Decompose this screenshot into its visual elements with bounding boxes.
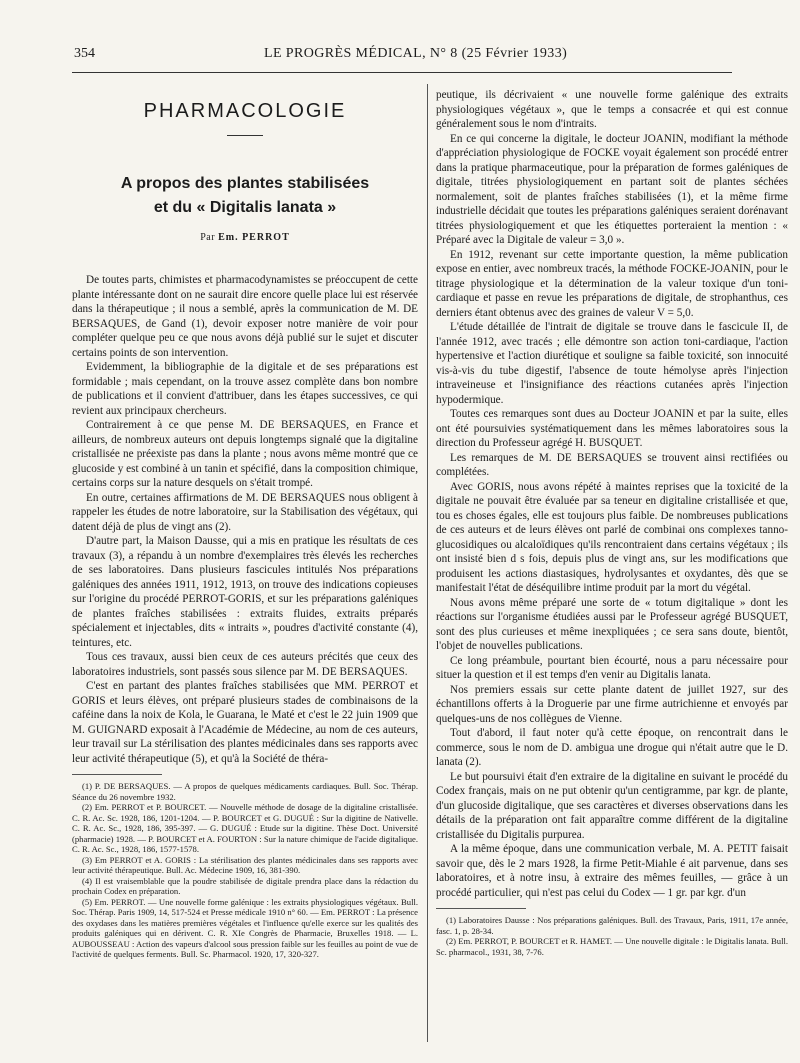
journal-title: LE PROGRÈS MÉDICAL, N° 8 (25 Février 1933) (264, 46, 568, 61)
footnote: (5) Em. PERROT. — Une nouvelle forme galénique : les extraits physiologiques végétaux. Bull. Soc. Thérap. Paris 1909, 14, 517-524 et Presse médicale 1910 n° 60. — Em. PERROT : La présence des oxydases dans les matières premières végétales et l'influence qu'elle exerce sur les qualités des produits galéniques qui en dérivent. C. R. XIe Congrès de Pharmacie, Bruxelles 1918. — L. AUBOUSSEAU : Action des vapeurs d'alcool sous pression faible sur les feuilles au point de vue de l'activité de quelques ferments. Bull. Sc. Pharmacol. 1920, 17, 320-327. (72, 896, 418, 959)
paragraph: Ce long préambule, pourtant bien écourté, nous a paru nécessaire pour situer la question et il est temps d'en venir au Digitalis lanata. (436, 654, 788, 681)
paragraph: Tout d'abord, il faut noter qu'à cette époque, on rencontrait dans le commerce, sous le nom de D. ambigua une drogue qui n'était autre que le D. lanata (2). (436, 727, 788, 768)
paragraph: Evidemment, la bibliographie de la digitale et de ses préparations est formidable ; mais cependant, on la trouve assez complète dans bon nombre de publications et il convient d'attribuer, dans les étapes successives, ce qui revient aux principaux chercheurs. (72, 361, 418, 417)
header-divider (72, 72, 732, 73)
paragraph: Nous avons même préparé une sorte de « totum digitalique » dont les réactions sur l'organisme étudiées aussi par le Professeur agrégé BUSQUET, sont des plus curieuses et même inexpliquées ; ce sera sans doute, bientôt, l'objet de nouvelles publications. (436, 596, 788, 652)
right-footnotes (436, 915, 788, 957)
column-divider (427, 84, 428, 1042)
paragraph: Toutes ces remarques sont dues au Docteur JOANIN et par la suite, elles ont été poursuivies systématiquement dans les mêmes laboratoires sous la direction du Professeur agrégé H. BUSQUET. (436, 408, 788, 449)
paragraph: De toutes parts, chimistes et pharmacodynamistes se préoccupent de cette plante intéressante dont on ne saurait dire encore quelle place lui est réservée dans la thérapeutique ; il nous a semblé, après la communication de M. DE BERSAQUES, de Gand (1), devoir exposer notre manière de voir pour compléter quelque peu ce que nous avons déjà publié sur le sujet et discuter certains points de son intervention. (72, 274, 418, 359)
footnote: (1) Laboratoires Dausse : Nos préparations galéniques. Bull. des Travaux, Paris, 1911, 17e année, fasc. 1, p. 28-34. (436, 915, 788, 936)
page-number: 354 (74, 46, 95, 61)
paragraph: C'est en partant des plantes fraîches stabilisées que MM. PERROT et GORIS et leurs élèves, ont préparé plusieurs stades de combinaisons de la caféine dans la noix de Kola, le Guarana, le Maté et c'est le 22 juin 1909 que M. GUIGNARD exposait à l'Académie de Médecine, au nom de ces auteurs, leur travail sur La stérilisation des plantes médicinales dans ses rapports avec leur activité thérapeutique (5), et qu'à la Société de théra- (72, 680, 418, 765)
right-column (436, 80, 788, 957)
footnote: (3) Em PERROT et A. GORIS : La stérilisation des plantes médicinales dans ses rapports avec leur activité thérapeutique. Bull. Ac. Médecine 1909, 16, 381-390. (72, 854, 418, 875)
footnote-divider (72, 774, 162, 775)
paragraph: Nos premiers essais sur cette plante datent de juillet 1927, sur des échantillons offerts à la Droguerie par une firme autrichienne et envoyés par quelques-uns de nos collègues de Vienne. (436, 683, 788, 725)
paragraph: L'étude détaillée de l'intrait de digitale se trouve dans le fascicule II, de l'année 1912, avec tracés ; elle démontre son action toni-cardiaque, l'action hypertensive et l'action diurétique et souligne sa faible toxicité, son innocuité vis-à-vis du tube digestif, l'absence de toute hémolyse après l'injection intraveineuse et l'insignifiance des réactions cutanées après l'injection hypodermique. (436, 321, 788, 406)
right-body (436, 88, 788, 900)
section-heading: PHARMACOLOGIE (143, 100, 347, 122)
left-body (72, 273, 418, 766)
footnote: (4) Il est vraisemblable que la poudre stabilisée de digitale prendra place dans la rédaction du prochain Codex en préparation. (72, 875, 418, 896)
section-rule (227, 135, 263, 136)
byline (72, 232, 418, 243)
paragraph: D'autre part, la Maison Dausse, qui a mis en pratique les résultats de ces travaux (3), a répandu à un nombre d'exemplaires très élevés les recherches de ses laboratoires. Dans plusieurs fascicules intitulés Nos préparations galéniques des années 1911, 1912, 1913, on trouve des indications copieuses sur l'origine du procédé PERROT-GORIS, et sur les préparations galéniques de plantes fraîches stabilisées : extraits fluides, extraits préparés spécialement et injectables, dits « intraits », poudres d'activité constante (4), teintures, etc. (72, 535, 418, 649)
paragraph: Avec GORIS, nous avons répété à maintes reprises que la toxicité de la digitale ne pouvait être évaluée par sa teneur en digitaline cristallisée et que, tou es choses égales, elle est toujours plus faible. De nombreuses publications de ces auteurs et de leurs élèves ont parlé de combinai ons complexes tanno-glucosidiques ou alcaloïdiques qu'ils rencontraient dans certains végétaux ; ils ont insisté bien d s fois, depuis plus de vingt ans, sur les modifications que produisent les actions diastasiques, hydrolysantes et oxydantes, dès que se manifestait l'état de déséquilibre intime produit par la mort du végétal. (436, 480, 788, 594)
page-header (74, 46, 726, 68)
author-name: Em. PERROT (218, 232, 290, 243)
title-line-2: et du « Digitalis lanata » (153, 199, 337, 216)
paragraph: Les remarques de M. DE BERSAQUES se trouvent ainsi rectifiées ou complétées. (436, 451, 788, 478)
paragraph: En outre, certaines affirmations de M. DE BERSAQUES nous obligent à rappeler les études de notre laboratoire, sur la Stabilisation des végétaux, qui datent déjà de plus de vingt ans (2). (72, 491, 418, 533)
paragraph: Contrairement à ce que pense M. DE BERSAQUES, en France et ailleurs, de nombreux auteurs ont depuis longtemps signalé que la digitaline cristallisée ne préexiste pas dans la plante ; nous avons même montré que ce glucoside y est combiné à un tanin et spécifié, dans la composition chimique, certains corps sur la nature desquels on s'était trompé. (72, 419, 418, 489)
footnote: (1) P. DE BERSAQUES. — A propos de quelques médicaments cardiaques. Bull. Soc. Thérap. Séance du 26 novembre 1932. (72, 781, 418, 802)
article-title (72, 172, 418, 220)
footnote-divider (436, 908, 526, 909)
paragraph: En ce qui concerne la digitale, le docteur JOANIN, modifiant la méthode d'appréciation physiologique de FOCKE voyait également son procédé entrer dans la pratique pharmaceutique, pour la préparation de formes galéniques de digitale, titrées physiologiquement en partant soit de plantes séchées normalement, soit de plantes fraîches stabilisées (1), et la même firme industrielle décidait que toutes les préparations galéniques seraient dorénavant titrées physiologiquement et que les étiquettes porteraient la mention : « Préparé avec la Digitale de valeur = 3,0 ». (436, 132, 788, 246)
byline-prefix: Par (200, 232, 216, 243)
left-column (72, 80, 418, 960)
footnote: (2) Em. PERROT, P. BOURCET et R. HAMET. — Une nouvelle digitale : le Digitalis lanata. Bull. Sc. pharmacol., 1931, 38, 7-76. (436, 936, 788, 957)
paragraph: Tous ces travaux, aussi bien ceux de ces auteurs précités que ceux des laboratoires industriels, sont passés sous silence par M. DE BERSAQUES. (72, 651, 418, 678)
paragraph: En 1912, revenant sur cette importante question, la même publication expose en entier, avec nombreux tracés, la méthode FOCKE-JOANIN, pour le titrage physiologique et la détermination de la valeur toxique d'un toni-cardiaque et passe en revue les préparations de digitale, de strophanthus, ces derniers étant obtenus avec des graines de valeur V = 5,0. (436, 248, 788, 319)
footnote: (2) Em. PERROT et P. BOURCET. — Nouvelle méthode de dosage de la digitaline cristallisée. C. R. Ac. Sc. 1928, 186, 1201-1204. — P. BOURCET et G. DUGUÉ : Sur la digitine de Nativelle. C. R. Ac. Sc., 1928, 186, 395-397. — G. DUGUÉ : Etude sur la digitine. Thèse Doct. Université (pharmacie) 1928. — P. BOURCET et A. FOURTON : Sur la nature chimique de l'acide digitalique. C. R. Ac. Sc., 1928, 186, 1577-1578. (72, 802, 418, 854)
paragraph: A la même époque, dans une communication verbale, M. A. PETIT faisait savoir que, dès le 2 mars 1928, la firme Petit-Miahle é ait parvenue, dans ses laboratoires, et à notre insu, à extraire des mêmes feuilles, — grâce à un procédé particulier, qui n'est pas celui du Codex — 1 gr. par kgr. d'un (436, 843, 788, 899)
left-footnotes (72, 781, 418, 960)
paragraph: peutique, ils décrivaient « une nouvelle forme galénique des extraits physiologiques végétaux », que le temps a consacrée et qui est connue généralement sous le nom d'intraits. (436, 89, 788, 130)
title-line-1: A propos des plantes stabilisées (120, 175, 370, 192)
paragraph: Le but poursuivi était d'en extraire de la digitaline en suivant le procédé du Codex français, mais on ne put obtenir qu'un centigramme, par kgr. de plante, d'un glucoside digitalique, que ses caractères et diverses observations dans les détails de la préparation ont fait apparaître comme différent de la digitaline cristallisée du Digitalis purpurea. (436, 770, 788, 841)
